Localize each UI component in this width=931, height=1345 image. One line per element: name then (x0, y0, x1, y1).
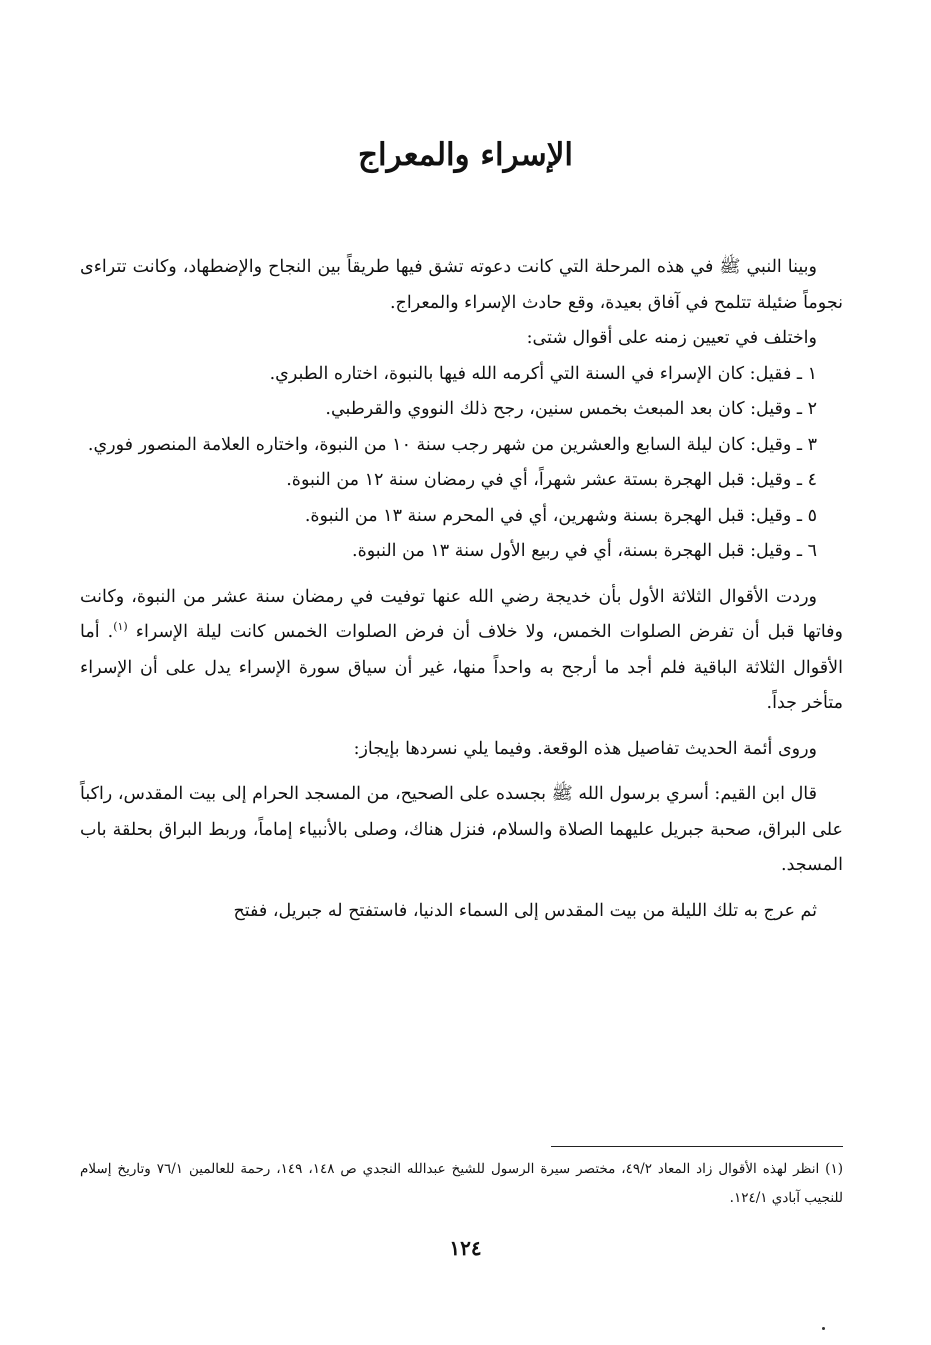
discussion-text-part1: وردت الأقوال الثلاثة الأول بأن خديجة رضي الله عنها توفيت في رمضان سنة عشر من النبوة، وكانت وفاتها قبل أن تفرض الصلوات الخمس، ولا خلاف أن فرض الصلوات الخمس كانت ليلة الإسراء (80, 586, 843, 642)
page-number: ١٢٤ (449, 1236, 482, 1260)
opinion-item-5: ٥ ـ وقيل: قبل الهجرة بسنة وشهرين، أي في المحرم سنة ١٣ من النبوة. (304, 505, 817, 526)
opinion-item-1: ١ ـ فقيل: كان الإسراء في السنة التي أكرمه الله فيها بالنبوة، اختاره الطبري. (269, 363, 817, 384)
footnote-text: (١) انظر لهذه الأقوال زاد المعاد ٤٩/٢، مختصر سيرة الرسول للشيخ عبدالله النجدي ص ١٤٨، ١٤٩، رحمة للعالمين ٧٦/١ وتاريخ إسلام للنجيب آبادي ١٢٤/١. (80, 1161, 843, 1206)
footnote-marker: (١) (113, 620, 128, 634)
opinion-item-6: ٦ ـ وقيل: قبل الهجرة بسنة، أي في ربيع الأول سنة ١٣ من النبوة. (352, 541, 817, 561)
body-text (80, 250, 843, 929)
footnote-block (80, 1155, 843, 1213)
ibn-qayyim-paragraph: قال ابن القيم: أسري برسول الله ﷺ بجسده على الصحيح، من المسجد الحرام إلى بيت المقدس، راكباً على البراق، صحبة جبريل عليهما الصلاة والسلام، فنزل هناك، وصلى بالأنبياء إماماً، وربط البراق بحلقة باب المسجد. (80, 784, 843, 875)
opinion-item-4: ٤ ـ وقيل: قبل الهجرة بستة عشر شهراً، أي في رمضان سنة ١٢ من النبوة. (286, 470, 817, 490)
scan-speck (822, 1327, 825, 1330)
opinion-item-3: ٣ ـ وقيل: كان ليلة السابع والعشرين من شهر رجب سنة ١٠ من النبوة، واختاره العلامة المنصور فوري. (87, 434, 817, 455)
intro-paragraph: وبينا النبي ﷺ في هذه المرحلة التي كانت دعوته تشق فيها طريقاً بين النجاح والإضطهاد، وكانت تتراءى نجوماً ضئيلة تتلمح في آفاق بعيدة، وقع حادث الإسراء والمعراج. (80, 257, 843, 313)
narration-paragraph: وروى أئمة الحديث تفاصيل هذه الوقعة. وفيما يلي نسردها بإيجاز: (353, 738, 817, 759)
footnote-separator (551, 1146, 843, 1147)
discussion-text-part2: . أما الأقوال الثلاثة الباقية فلم أجد ما أرجح به واحداً منها، غير أن سياق سورة الإسراء يدل على أن الإسراء متأخر جداً. (80, 622, 843, 713)
ascent-paragraph: ثم عرج به تلك الليلة من بيت المقدس إلى السماء الدنيا، فاستفتح له جبريل، ففتح (233, 900, 817, 921)
discussion-paragraph (80, 580, 843, 722)
opinions-intro: واختلف في تعيين زمنه على أقوال شتى: (526, 328, 817, 348)
opinion-item-2: ٢ ـ وقيل: كان بعد المبعث بخمس سنين، رجح ذلك النووي والقرطبي. (325, 399, 817, 419)
chapter-title: الإسراء والمعراج (358, 137, 573, 173)
